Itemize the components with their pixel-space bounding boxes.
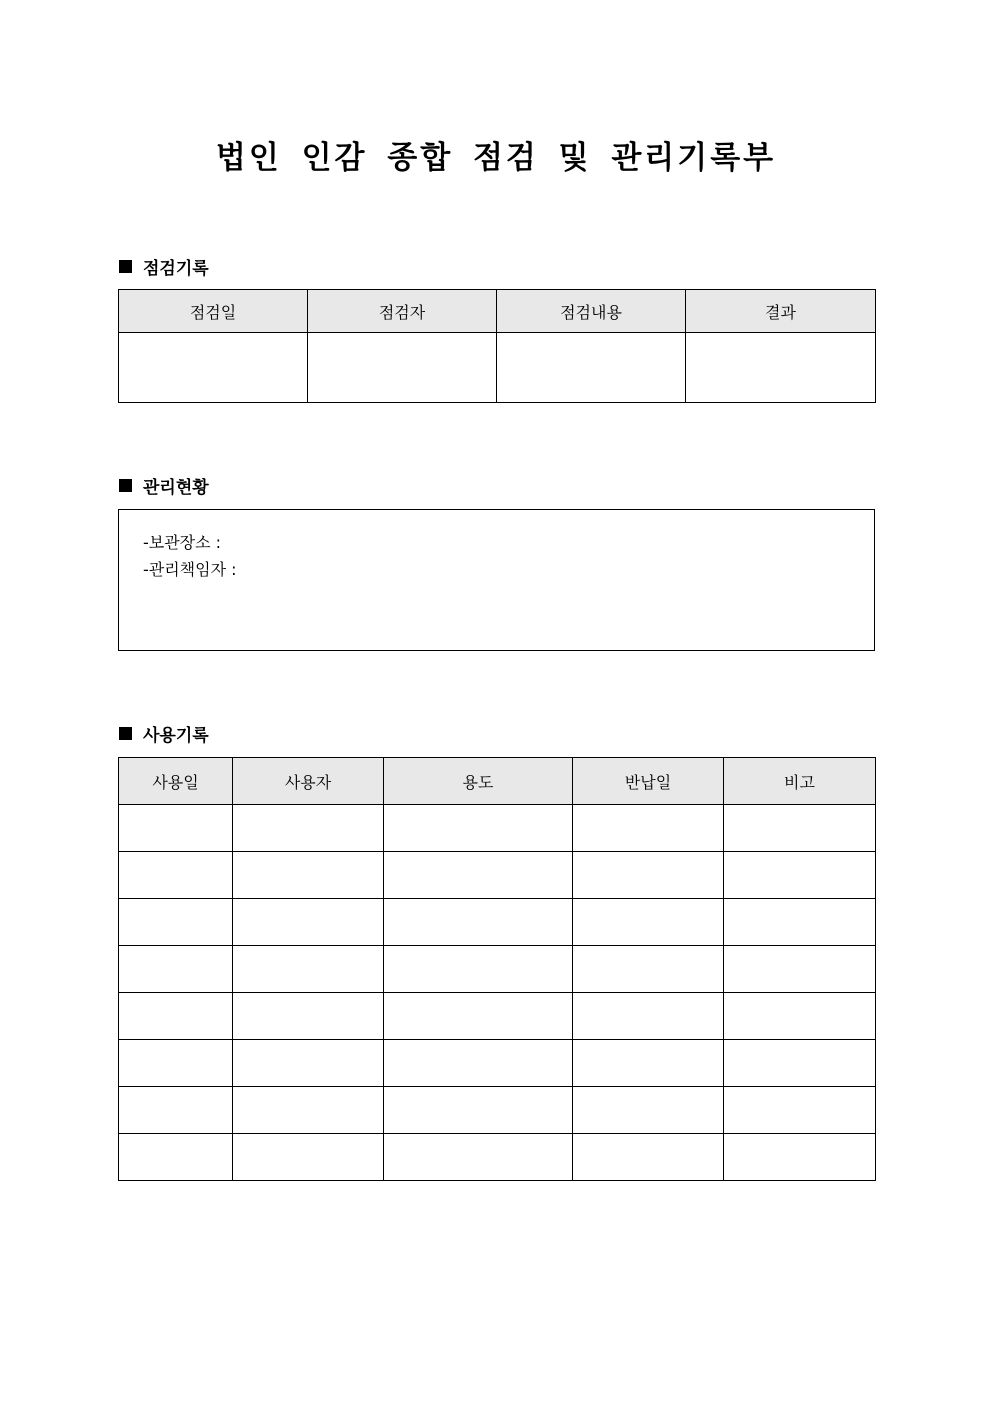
usage-remarks-cell[interactable]	[724, 1040, 876, 1087]
usage-date-cell[interactable]	[119, 946, 233, 993]
table-row	[119, 946, 876, 993]
usage-header-row	[119, 758, 876, 805]
usage-col-purpose: 용도	[384, 758, 573, 805]
inspection-heading-label: 점검기록	[143, 259, 209, 279]
usage-col-return-date: 반납일	[573, 758, 724, 805]
manager-label: -관리책임자 :	[143, 560, 237, 579]
usage-return-date-cell[interactable]	[573, 852, 724, 899]
usage-remarks-cell[interactable]	[724, 899, 876, 946]
usage-date-cell[interactable]	[119, 1134, 233, 1181]
usage-heading-label: 사용기록	[143, 726, 209, 746]
usage-purpose-cell[interactable]	[384, 1134, 573, 1181]
document-title: 법인 인감 종합 점검 및 관리기록부	[215, 140, 777, 176]
usage-date-cell[interactable]	[119, 993, 233, 1040]
usage-remarks-cell[interactable]	[724, 1087, 876, 1134]
usage-purpose-cell[interactable]	[384, 993, 573, 1040]
inspection-col-inspector: 점검자	[308, 290, 497, 333]
usage-date-cell[interactable]	[119, 852, 233, 899]
usage-date-cell[interactable]	[119, 1040, 233, 1087]
usage-remarks-cell[interactable]	[724, 805, 876, 852]
table-row	[119, 899, 876, 946]
usage-remarks-cell[interactable]	[724, 852, 876, 899]
inspection-section-heading	[119, 254, 209, 279]
usage-return-date-cell[interactable]	[573, 805, 724, 852]
usage-user-cell[interactable]	[233, 805, 384, 852]
usage-col-user: 사용자	[233, 758, 384, 805]
inspection-header-row	[119, 290, 876, 333]
square-bullet-icon	[119, 479, 132, 492]
table-row	[119, 1087, 876, 1134]
usage-purpose-cell[interactable]	[384, 1040, 573, 1087]
usage-purpose-cell[interactable]	[384, 1087, 573, 1134]
usage-purpose-cell[interactable]	[384, 946, 573, 993]
table-row	[119, 333, 876, 403]
inspection-date-cell[interactable]	[119, 333, 308, 403]
usage-user-cell[interactable]	[233, 993, 384, 1040]
storage-location-label: -보관장소 :	[143, 533, 222, 552]
usage-table	[118, 757, 876, 1181]
usage-col-date: 사용일	[119, 758, 233, 805]
usage-user-cell[interactable]	[233, 1040, 384, 1087]
management-heading-label: 관리현황	[143, 478, 209, 498]
usage-purpose-cell[interactable]	[384, 805, 573, 852]
inspection-content-cell[interactable]	[497, 333, 686, 403]
usage-purpose-cell[interactable]	[384, 852, 573, 899]
usage-remarks-cell[interactable]	[724, 993, 876, 1040]
usage-return-date-cell[interactable]	[573, 1040, 724, 1087]
table-row	[119, 1040, 876, 1087]
usage-remarks-cell[interactable]	[724, 946, 876, 993]
usage-return-date-cell[interactable]	[573, 899, 724, 946]
management-status-box[interactable]	[118, 509, 875, 651]
usage-user-cell[interactable]	[233, 946, 384, 993]
usage-user-cell[interactable]	[233, 1134, 384, 1181]
square-bullet-icon	[119, 727, 132, 740]
usage-date-cell[interactable]	[119, 899, 233, 946]
inspection-col-date: 점검일	[119, 290, 308, 333]
inspection-inspector-cell[interactable]	[308, 333, 497, 403]
inspection-result-cell[interactable]	[686, 333, 876, 403]
inspection-col-result: 결과	[686, 290, 876, 333]
inspection-col-content: 점검내용	[497, 290, 686, 333]
usage-user-cell[interactable]	[233, 899, 384, 946]
usage-purpose-cell[interactable]	[384, 899, 573, 946]
usage-remarks-cell[interactable]	[724, 1134, 876, 1181]
table-row	[119, 993, 876, 1040]
usage-return-date-cell[interactable]	[573, 946, 724, 993]
usage-return-date-cell[interactable]	[573, 1087, 724, 1134]
usage-user-cell[interactable]	[233, 1087, 384, 1134]
usage-col-remarks: 비고	[724, 758, 876, 805]
management-section-heading	[119, 473, 209, 498]
table-row	[119, 805, 876, 852]
table-row	[119, 1134, 876, 1181]
usage-user-cell[interactable]	[233, 852, 384, 899]
table-row	[119, 852, 876, 899]
usage-date-cell[interactable]	[119, 1087, 233, 1134]
inspection-table	[118, 289, 876, 403]
usage-return-date-cell[interactable]	[573, 1134, 724, 1181]
usage-return-date-cell[interactable]	[573, 993, 724, 1040]
usage-date-cell[interactable]	[119, 805, 233, 852]
square-bullet-icon	[119, 260, 132, 273]
usage-section-heading	[119, 721, 209, 746]
